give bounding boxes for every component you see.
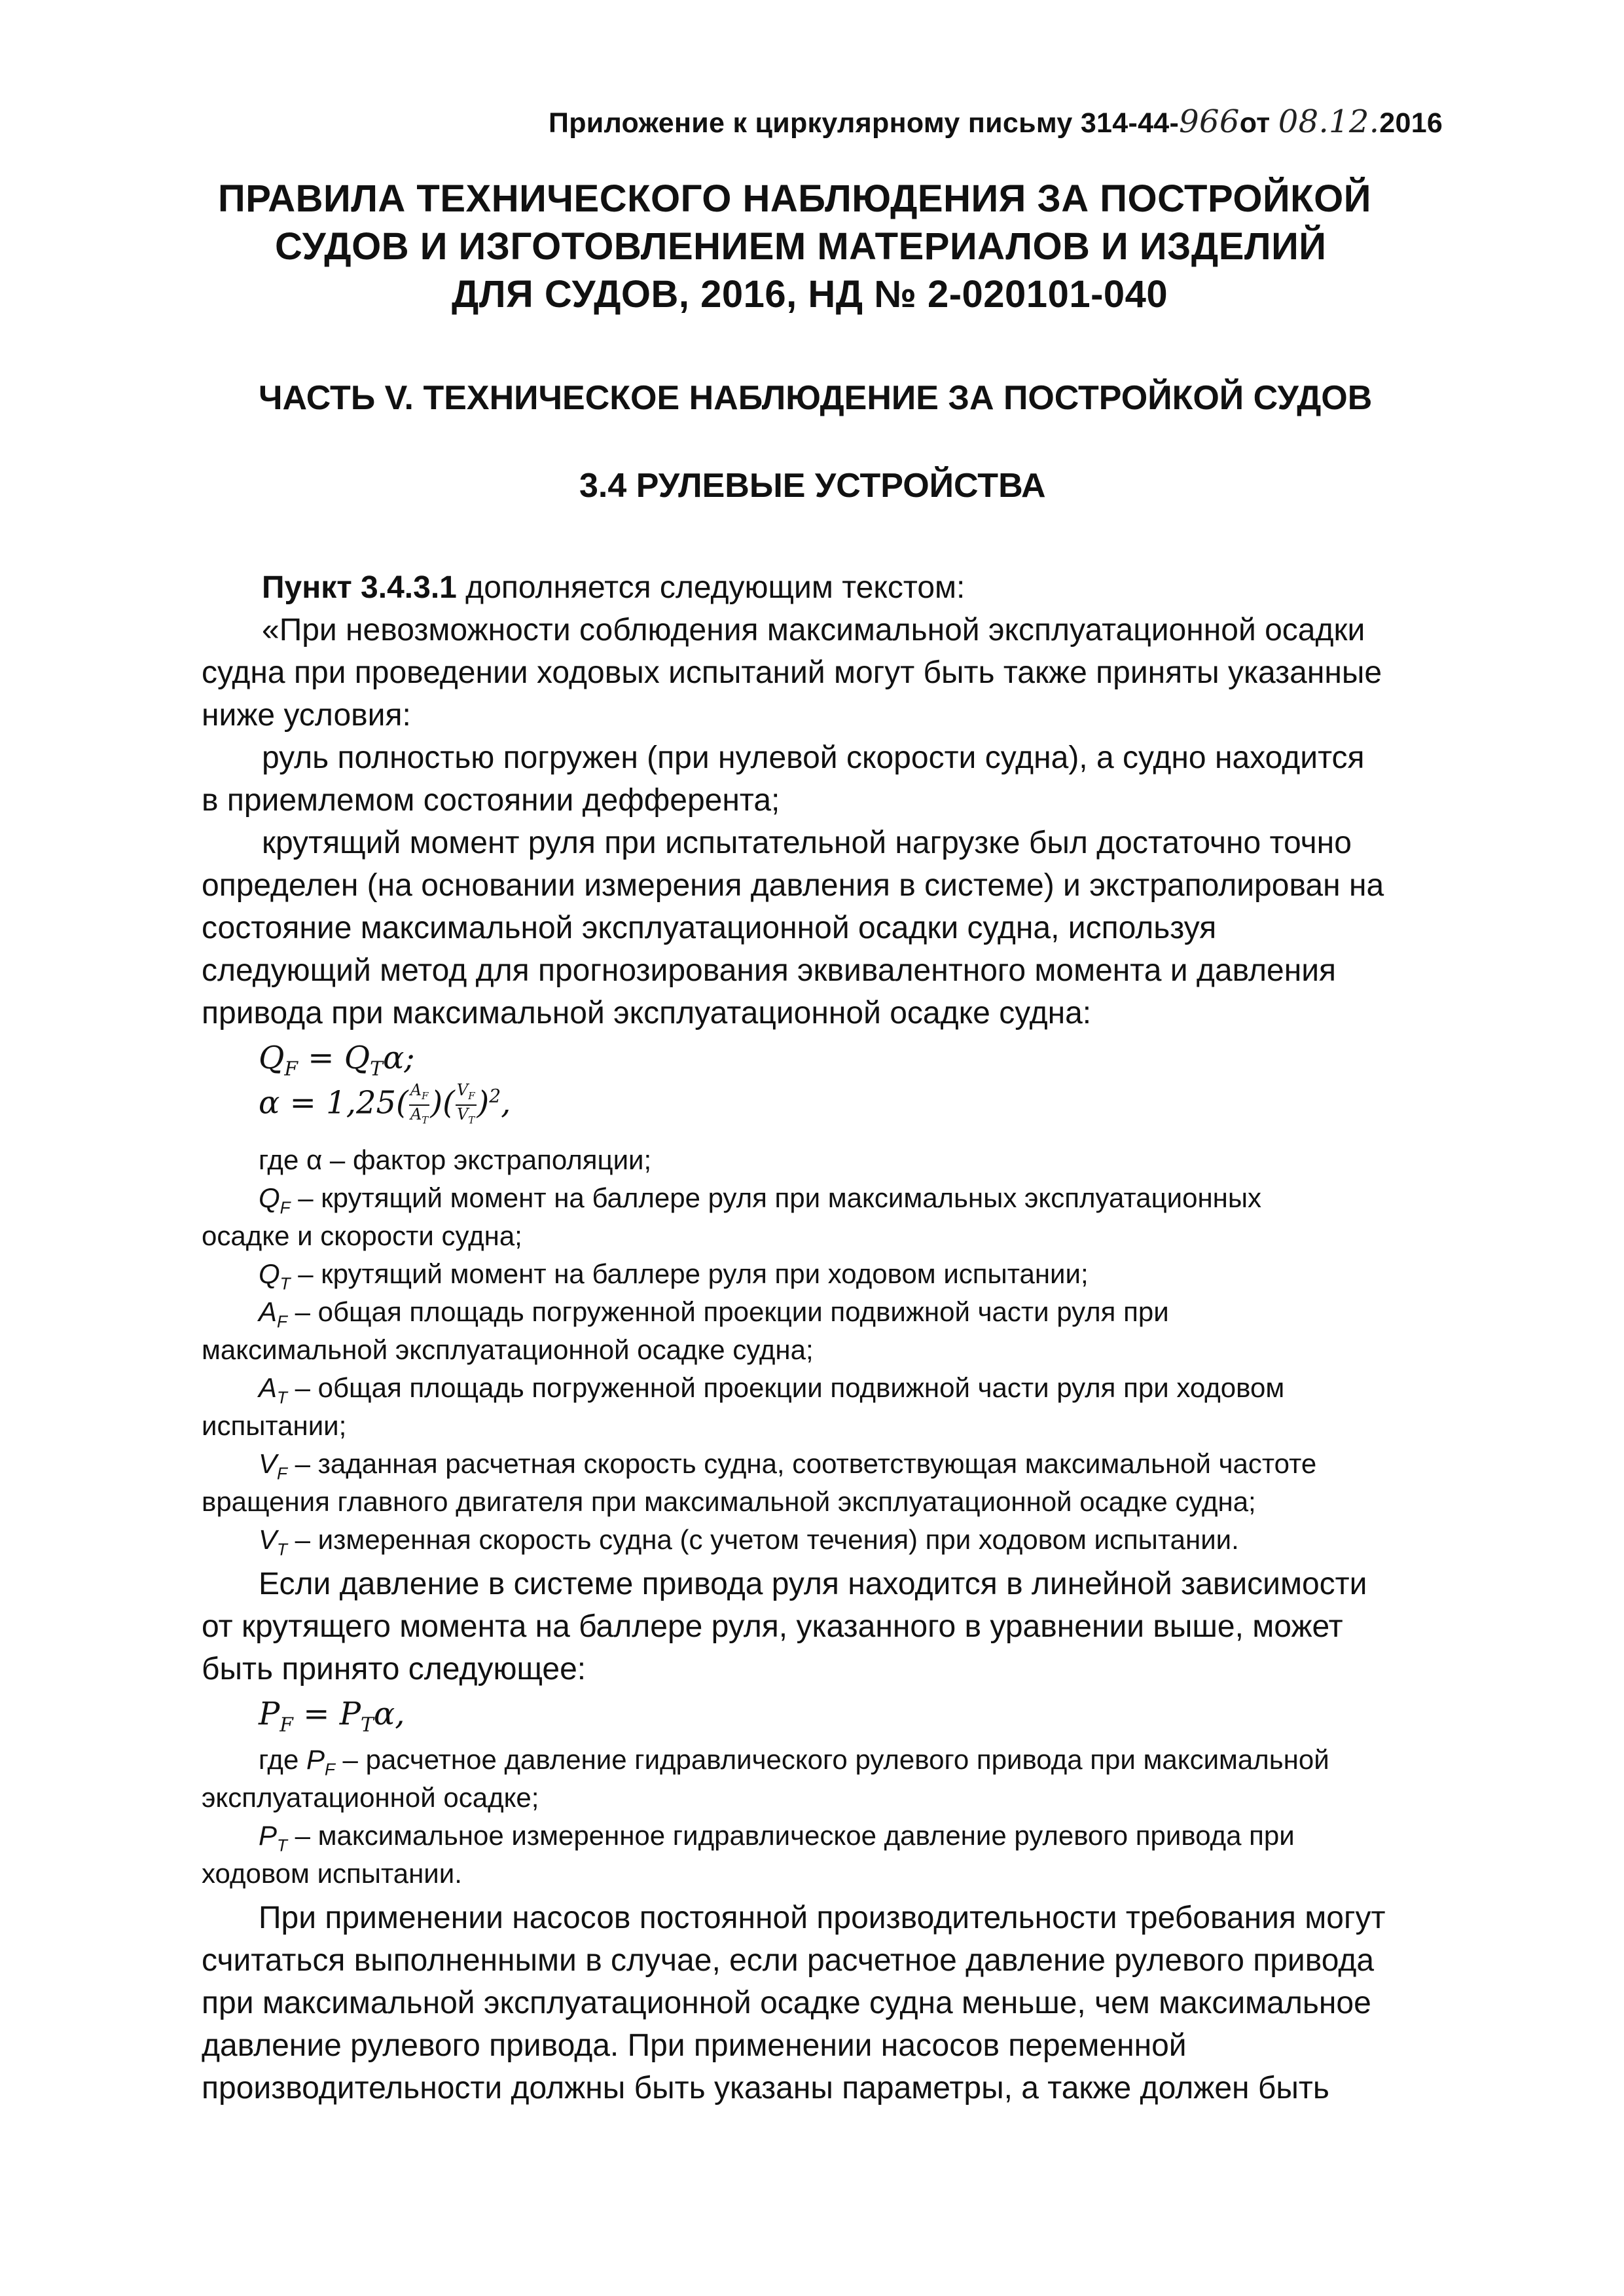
header-year: 2016 xyxy=(1379,107,1443,139)
definition-line: осадке и скорости судна; xyxy=(202,1220,522,1251)
section-heading: 3.4 РУЛЕВЫЕ УСТРОЙСТВА xyxy=(579,467,1046,505)
definition-line: вращения главного двигателя при максимальной эксплуатационной осадке судна; xyxy=(202,1486,1256,1517)
chapter-heading: ЧАСТЬ V. ТЕХНИЧЕСКОЕ НАБЛЮДЕНИЕ ЗА ПОСТРОЙКОЙ СУДОВ xyxy=(259,379,1373,417)
paragraph-line: следующий метод для прогнозирования эквивалентного момента и давления xyxy=(202,953,1337,988)
formula-pressure: $P_F = P_T\alpha$, xyxy=(259,1696,405,1737)
paragraph-line: При применении насосов постоянной производительности требования могут xyxy=(259,1901,1386,1935)
speed-ratio-fraction: $\frac{V_F}{V_T}$ xyxy=(456,1081,475,1126)
definition-line: $A_T$ – общая площадь погруженной проекции подвижной части руля при ходовом xyxy=(259,1372,1285,1408)
paragraph-line: состояние максимальной эксплуатационной осадки судна, используя xyxy=(202,911,1217,945)
definition-line: $V_F$ – заданная расчетная скорость судна, соответствующая максимальной частоте xyxy=(259,1448,1317,1484)
definition-line: эксплуатационной осадке; xyxy=(202,1782,539,1813)
document-title-line-3: ДЛЯ СУДОВ, 2016, НД № 2-020101-040 xyxy=(452,273,1168,316)
paragraph-line: определен (на основании измерения давления в системе) и экстраполирован на xyxy=(202,868,1384,903)
paragraph-line: «При невозможности соблюдения максимальной эксплуатационной осадки xyxy=(262,613,1365,647)
paragraph-line: привода при максимальной эксплуатационной осадке судна: xyxy=(202,996,1092,1030)
paragraph-line: при максимальной эксплуатационной осадке судна меньше, чем максимальное xyxy=(202,1986,1371,2020)
definition-line: $Q_T$ – крутящий момент на баллере руля при ходовом испытании; xyxy=(259,1258,1089,1294)
handwritten-number: 966 xyxy=(1179,103,1240,140)
formula-moment: $Q_F = Q_T\alpha$; xyxy=(259,1040,415,1081)
definition-line: $A_F$ – общая площадь погруженной проекции подвижной части руля при xyxy=(259,1296,1169,1332)
paragraph-line: считаться выполненными в случае, если расчетное давление рулевого привода xyxy=(202,1943,1375,1978)
definition-line: где α – фактор экстраполяции; xyxy=(259,1144,652,1175)
header-from: от xyxy=(1239,107,1271,139)
definition-line: $Q_F$ – крутящий момент на баллере руля при максимальных эксплуатационных xyxy=(259,1182,1262,1218)
definition-line: $P_T$ – максимальное измеренное гидравлическое давление рулевого привода при xyxy=(259,1820,1295,1855)
definition-line: ходовом испытании. xyxy=(202,1858,462,1889)
paragraph-line: Если давление в системе привода руля находится в линейной зависимости xyxy=(259,1567,1367,1601)
definition-line: $V_T$ – измеренная скорость судна (с учетом течения) при ходовом испытании. xyxy=(259,1524,1239,1559)
paragraph-line: руль полностью погружен (при нулевой скорости судна), а судно находится xyxy=(262,740,1365,775)
intro-line xyxy=(262,570,965,606)
paragraph-line: быть принято следующее: xyxy=(202,1652,586,1686)
definition-line: максимальной эксплуатационной осадке судна; xyxy=(202,1334,814,1365)
header-prefix: Приложение к циркулярному письму 314-44- xyxy=(549,107,1180,139)
circular-letter-reference xyxy=(549,103,1443,140)
paragraph-line: от крутящего момента на баллере руля, указанного в уравнении выше, может xyxy=(202,1609,1343,1644)
formula-alpha: α = 1,25( $\frac{A_F}{A_T}$ )( $\frac{V_F}{V_T}$ )$^2$, xyxy=(259,1082,511,1129)
paragraph-line: давление рулевого привода. При применении насосов переменной xyxy=(202,2028,1187,2063)
definition-line: испытании; xyxy=(202,1410,347,1441)
paragraph-line: в приемлемом состоянии дефферента; xyxy=(202,783,780,818)
definition-line: где $P_F$ – расчетное давление гидравлического рулевого привода при максимальной xyxy=(259,1744,1329,1779)
paragraph-line: крутящий момент руля при испытательной нагрузке был достаточно точно xyxy=(262,826,1352,860)
intro-text: дополняется следующим текстом: xyxy=(456,570,965,605)
paragraph-line: ниже условия: xyxy=(202,698,411,733)
handwritten-date: 08.12. xyxy=(1278,103,1380,140)
document-title-line-2: СУДОВ И ИЗГОТОВЛЕНИЕМ МАТЕРИАЛОВ И ИЗДЕЛИЙ xyxy=(275,225,1327,268)
paragraph-line: судна при проведении ходовых испытаний могут быть также приняты указанные xyxy=(202,655,1382,690)
clause-reference: Пункт 3.4.3.1 xyxy=(262,570,457,605)
paragraph-line: производительности должны быть указаны параметры, а также должен быть xyxy=(202,2071,1329,2105)
document-title-line-1: ПРАВИЛА ТЕХНИЧЕСКОГО НАБЛЮДЕНИЯ ЗА ПОСТРОЙКОЙ xyxy=(218,177,1371,220)
area-ratio-fraction: $\frac{A_F}{A_T}$ xyxy=(410,1081,429,1126)
